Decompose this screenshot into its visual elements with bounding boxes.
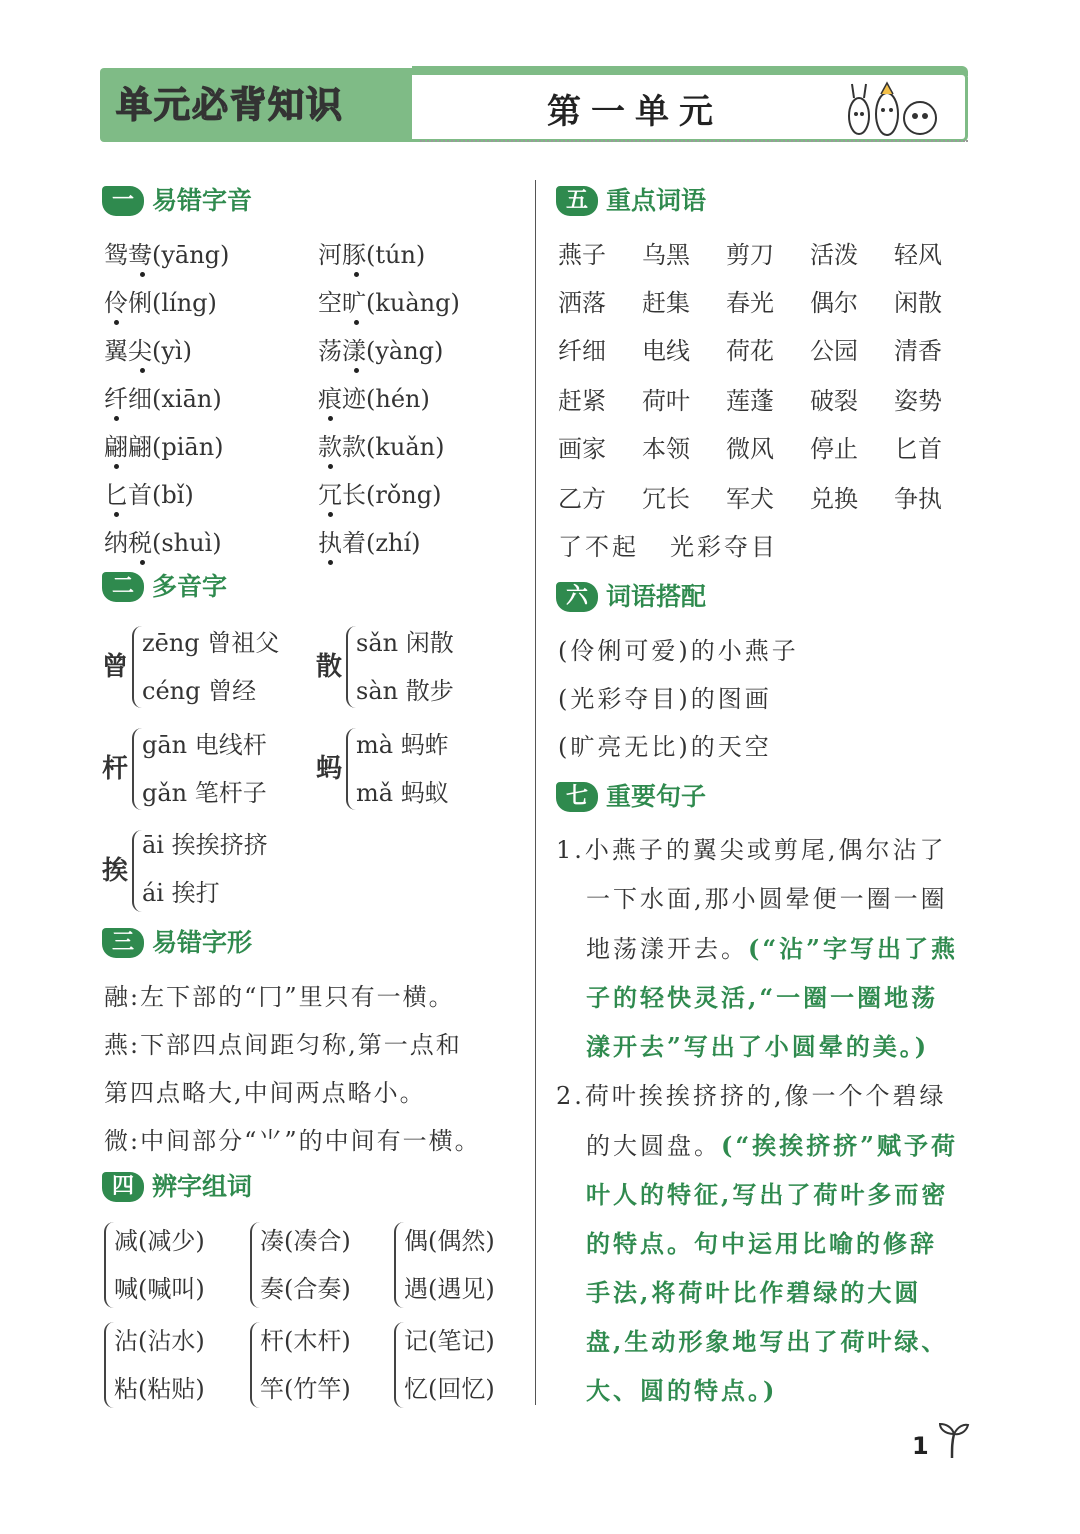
group-item: 减(减少) <box>114 1227 205 1255</box>
key-word: 偶尔 <box>810 289 858 317</box>
pron-right-2: 空旷(kuàng) <box>318 289 460 317</box>
group-item: 记(笔记) <box>404 1327 495 1355</box>
emphasis-dot <box>114 416 119 421</box>
polyphone-reading-2: céng 曾经 <box>142 677 257 705</box>
pron-right-6: 冗长(rǒng) <box>318 481 442 509</box>
emphasis-dot <box>140 560 145 565</box>
section-badge: 五 <box>556 186 598 216</box>
sentence-1-line-2: 一下水面,那小圆晕便一圈一圈 <box>586 885 948 913</box>
key-word: 姿势 <box>894 387 942 415</box>
section-badge: 三 <box>102 928 144 958</box>
key-word: 破裂 <box>810 387 858 415</box>
key-word: 荷花 <box>726 337 774 365</box>
header-dotted-line <box>420 140 968 142</box>
sentence-1-note-line-2: 漾开去”写出了小圆晕的美。) <box>586 1032 930 1061</box>
pron-left-5: 翩翩(piān) <box>104 433 224 461</box>
group-item: 粘(粘贴) <box>114 1375 205 1403</box>
pron-left-3: 翼尖(yì) <box>104 337 192 365</box>
key-word: 春光 <box>726 289 774 317</box>
key-word: 乌黑 <box>642 241 690 269</box>
cartoon-characters-icon <box>845 80 945 138</box>
shape-line-4: 微:中间部分“⺌”的中间有一横。 <box>104 1127 481 1155</box>
emphasis-dot <box>114 512 119 517</box>
brace <box>250 1222 260 1308</box>
polyphone-reading-2: mǎ 蚂蚁 <box>356 779 449 807</box>
key-word: 匕首 <box>894 435 942 463</box>
key-word: 停止 <box>810 435 858 463</box>
sentence-2-note-line-1: 叶人的特征,写出了荷叶多而密 <box>586 1180 949 1209</box>
key-word: 乙方 <box>558 485 606 513</box>
section-badge: 六 <box>556 582 598 612</box>
pron-right-7: 执着(zhí) <box>318 529 421 557</box>
collocation-1: (伶俐可爱)的小燕子 <box>558 637 799 665</box>
collocation-2: (光彩夺目)的图画 <box>558 685 772 713</box>
page-number: 1 <box>912 1432 929 1460</box>
key-word: 清香 <box>894 337 942 365</box>
shape-line-1: 融:左下部的“冂”里只有一横。 <box>104 983 455 1011</box>
group-item: 偶(偶然) <box>404 1227 495 1255</box>
key-word: 闲散 <box>894 289 942 317</box>
pron-right-3: 荡漾(yàng) <box>318 337 444 365</box>
column-divider <box>535 180 536 1405</box>
emphasis-dot <box>354 272 359 277</box>
emphasis-dot <box>354 320 359 325</box>
shape-line-2: 燕:下部四点间距匀称,第一点和 <box>104 1031 462 1059</box>
polyphone-char-zeng: 曾 <box>102 652 129 682</box>
sentence-2-note-line-5: 大、圆的特点。) <box>586 1376 778 1405</box>
brace <box>104 1322 114 1408</box>
group-item: 遇(遇见) <box>404 1275 495 1303</box>
collocation-3: (旷亮无比)的天空 <box>558 733 772 761</box>
emphasis-dot <box>328 464 333 469</box>
group-item: 凑(凑合) <box>260 1227 351 1255</box>
section-title: 多音字 <box>152 572 228 601</box>
key-word: 活泼 <box>810 241 858 269</box>
key-word: 冗长 <box>642 485 690 513</box>
polyphone-reading-1: āi 挨挨挤挤 <box>142 831 268 859</box>
sentence-1-line-1: 1.小燕子的翼尖或剪尾,偶尔沾了 <box>556 836 947 864</box>
sentence-note: (“挨挨挤挤”赋予荷 <box>721 1131 958 1160</box>
key-word: 轻风 <box>894 241 942 269</box>
key-word: 了不起 <box>558 533 639 561</box>
polyphone-char-gan: 杆 <box>102 754 129 784</box>
key-word: 光彩夺目 <box>670 533 778 561</box>
header-left-title: 单元必背知识 <box>116 85 345 126</box>
emphasis-dot <box>140 368 145 373</box>
section-badge: 二 <box>102 572 144 602</box>
brace <box>132 626 142 708</box>
polyphone-char-san: 散 <box>316 652 343 682</box>
key-word: 剪刀 <box>726 241 774 269</box>
group-item: 奏(合奏) <box>260 1275 351 1303</box>
key-word: 莲蓬 <box>726 387 774 415</box>
pron-left-4: 纤细(xiān) <box>104 385 222 413</box>
section-title: 重要句子 <box>606 782 707 811</box>
pron-left-7: 纳税(shuì) <box>104 529 222 557</box>
brace <box>132 728 142 810</box>
polyphone-char-ai: 挨 <box>102 856 129 886</box>
emphasis-dot <box>354 368 359 373</box>
emphasis-dot <box>140 272 145 277</box>
group-item: 竿(竹竿) <box>260 1375 351 1403</box>
polyphone-reading-2: ái 挨打 <box>142 879 220 907</box>
section-badge: 七 <box>556 782 598 812</box>
polyphone-reading-1: zēng 曾祖父 <box>142 629 280 657</box>
emphasis-dot <box>114 320 119 325</box>
polyphone-reading-2: gǎn 笔杆子 <box>142 779 267 807</box>
sentence-note: (“沾”字写出了燕 <box>748 934 958 963</box>
key-word: 兑换 <box>810 485 858 513</box>
group-item: 喊(喊叫) <box>114 1275 205 1303</box>
section-title: 易错字音 <box>152 186 253 215</box>
key-word: 赶集 <box>642 289 690 317</box>
section-title: 词语搭配 <box>606 582 707 611</box>
brace <box>394 1322 404 1408</box>
emphasis-dot <box>114 464 119 469</box>
section-badge: 一 <box>102 186 144 216</box>
sentence-1-line-3 <box>586 924 958 974</box>
unit-title: 第一单元 <box>547 92 723 132</box>
polyphone-reading-1: mà 蚂蚱 <box>356 731 449 759</box>
polyphone-reading-2: sàn 散步 <box>356 677 454 705</box>
brace <box>346 728 356 810</box>
section-badge: 四 <box>102 1172 144 1202</box>
key-word: 电线 <box>642 337 690 365</box>
pron-right-4: 痕迹(hén) <box>318 385 430 413</box>
pron-right-5: 款款(kuǎn) <box>318 433 445 461</box>
key-word: 微风 <box>726 435 774 463</box>
pron-left-2: 伶俐(líng) <box>104 289 217 317</box>
sentence-2-note-line-3: 手法,将荷叶比作碧绿的大圆 <box>586 1278 922 1307</box>
brace <box>250 1322 260 1408</box>
polyphone-reading-1: gān 电线杆 <box>142 731 267 759</box>
pron-left-1: 鸳鸯(yāng) <box>104 241 230 269</box>
polyphone-char-ma: 蚂 <box>316 754 343 784</box>
key-word: 争执 <box>894 485 942 513</box>
shape-line-3: 第四点略大,中间两点略小。 <box>104 1079 426 1107</box>
group-item: 沾(沾水) <box>114 1327 205 1355</box>
sentence-1-note-line-1: 子的轻快灵活,“一圈一圈地荡 <box>586 983 939 1012</box>
brace <box>104 1222 114 1308</box>
key-word: 洒落 <box>558 289 606 317</box>
sentence-2-note-line-2: 的特点。句中运用比喻的修辞 <box>586 1229 937 1258</box>
sentence-2-note-line-4: 盘,生动形象地写出了荷叶绿、 <box>586 1327 949 1356</box>
key-word: 赶紧 <box>558 387 606 415</box>
key-word: 纤细 <box>558 337 606 365</box>
brace <box>394 1222 404 1308</box>
key-word: 军犬 <box>726 485 774 513</box>
sentence-text: 的大圆盘。 <box>586 1132 721 1160</box>
sentence-text: 地荡漾开去。 <box>586 935 748 963</box>
pron-right-1: 河豚(tún) <box>318 241 426 269</box>
group-item: 忆(回忆) <box>404 1375 495 1403</box>
key-word: 本领 <box>642 435 690 463</box>
polyphone-reading-1: sǎn 闲散 <box>356 629 454 657</box>
key-word: 画家 <box>558 435 606 463</box>
brace <box>346 626 356 708</box>
pron-left-6: 匕首(bǐ) <box>104 481 194 509</box>
section-title: 易错字形 <box>152 928 253 957</box>
brace <box>132 830 142 912</box>
sprout-icon <box>936 1420 970 1460</box>
section-title: 重点词语 <box>606 186 707 215</box>
key-word: 荷叶 <box>642 387 690 415</box>
key-word: 公园 <box>810 337 858 365</box>
emphasis-dot <box>328 416 333 421</box>
section-title: 辨字组词 <box>152 1172 253 1201</box>
sentence-2-line-2 <box>586 1121 958 1171</box>
emphasis-dot <box>328 512 333 517</box>
emphasis-dot <box>328 560 333 565</box>
sentence-2-line-1: 2.荷叶挨挨挤挤的,像一个个碧绿 <box>556 1082 947 1110</box>
key-word: 燕子 <box>558 241 606 269</box>
group-item: 杆(木杆) <box>260 1327 351 1355</box>
